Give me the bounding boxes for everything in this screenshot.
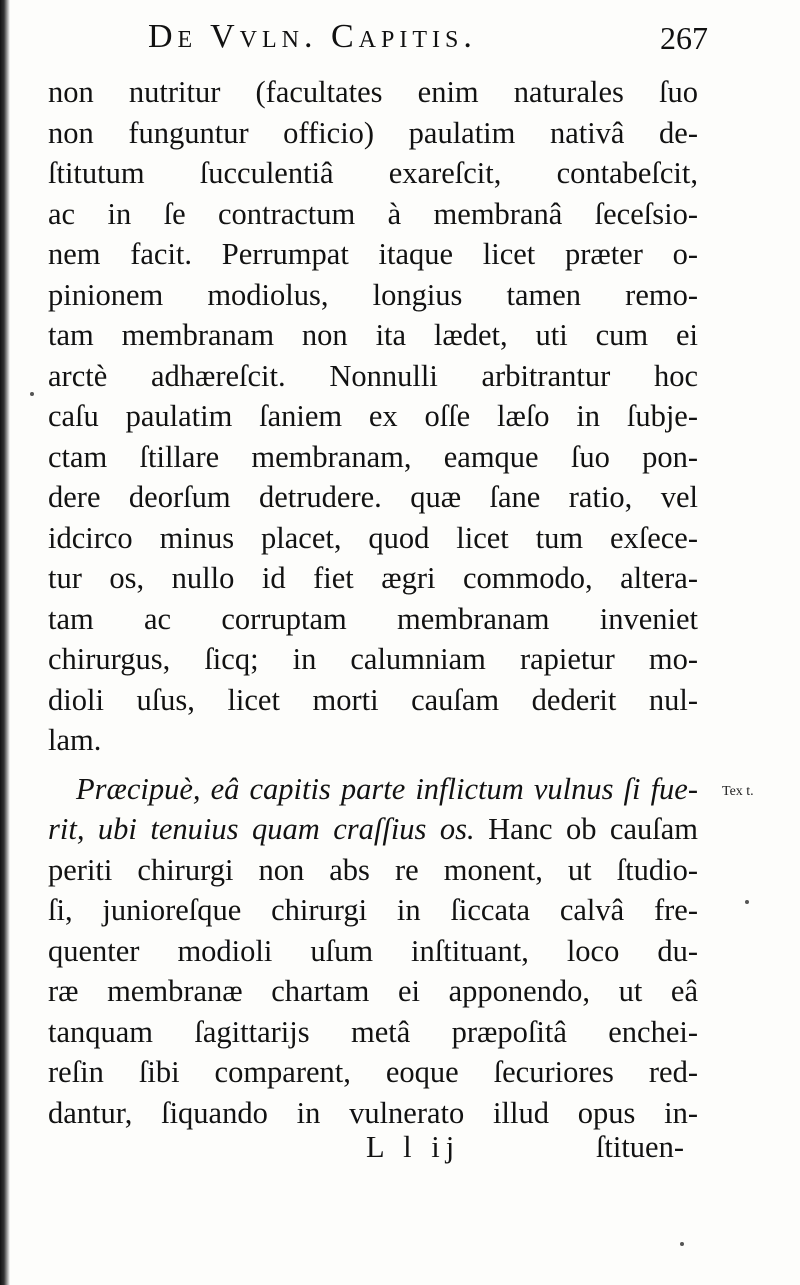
- text-line: ac in ſe contractum à membranâ ſeceſsio-: [48, 196, 698, 231]
- running-head: De Vvln. Capitis.: [148, 18, 477, 55]
- ink-speck: [745, 900, 749, 904]
- text-line: reſin ſibi comparent, eoque ſecuriores red-: [48, 1055, 698, 1089]
- text-line: ræ membranæ chartam ei apponendo, ut eâ: [48, 974, 698, 1008]
- paragraph-2: [48, 769, 698, 1134]
- text-line-mixed: [48, 809, 698, 850]
- signature-mark: L l ij: [366, 1130, 461, 1164]
- text-line: periti chirurgi non abs re monent, ut ſtudio-: [48, 852, 698, 887]
- text-line: quenter modioli uſum inſtituant, loco du-: [48, 933, 698, 968]
- text-line: lam.: [48, 723, 102, 757]
- text-line: pinionem modiolus, longius tamen remo-: [48, 277, 698, 312]
- text-span: Hanc ob cauſam: [488, 812, 698, 846]
- text-line: dioli uſus, licet morti cauſam dederit nul-: [48, 682, 698, 717]
- text-line: tam ac corruptam membranam inveniet: [48, 601, 698, 636]
- catchword: ſtituen-: [595, 1130, 684, 1164]
- text-line: caſu paulatim ſaniem ex oſſe læſo in ſubje-: [48, 399, 698, 433]
- ink-speck: [680, 1242, 684, 1246]
- text-line: tam membranam non ita lædet, uti cum ei: [48, 318, 698, 352]
- text-line: idcirco minus placet, quod licet tum exſece-: [48, 520, 698, 555]
- text-line: arctè adhæreſcit. Nonnulli arbitrantur hoc: [48, 358, 698, 393]
- text-line: dantur, ſiquando in vulnerato illud opus in-: [48, 1095, 698, 1130]
- text-line: non nutritur (facultates enim naturales ſuo: [48, 75, 698, 109]
- page-binding-edge: [0, 0, 10, 1285]
- page-number: 267: [660, 20, 708, 56]
- body-text: [48, 72, 698, 1133]
- text-line: tur os, nullo id fiet ægri commodo, altera-: [48, 561, 698, 595]
- text-line: non funguntur officio) paulatim nativâ de-: [48, 115, 698, 150]
- page-header: [148, 18, 708, 68]
- margin-note: Tex t.: [722, 784, 754, 799]
- paragraph-1: [48, 72, 698, 761]
- lemma-line: Præcipuè, eâ capitis parte inflictum vulnus ſi fue-: [76, 771, 698, 806]
- page-footer: [48, 1130, 698, 1170]
- text-line: tanquam ſagittarijs metâ præpoſitâ enchei-: [48, 1014, 698, 1049]
- text-line: chirurgus, ſicq; in calumniam rapietur mo-: [48, 642, 698, 676]
- lemma-text: rit, ubi tenuius quam craſſius os.: [48, 812, 475, 846]
- text-line: dere deorſum detrudere. quæ ſane ratio, vel: [48, 480, 698, 514]
- ink-speck: [30, 392, 34, 396]
- text-line: ſi, junioreſque chirurgi in ſiccata calvâ fre-: [48, 893, 698, 927]
- text-line: ſtitutum ſucculentiâ exareſcit, contabeſcit,: [48, 156, 698, 190]
- text-line: ctam ſtillare membranam, eamque ſuo pon-: [48, 439, 698, 474]
- text-line: nem facit. Perrumpat itaque licet præter o-: [48, 237, 698, 271]
